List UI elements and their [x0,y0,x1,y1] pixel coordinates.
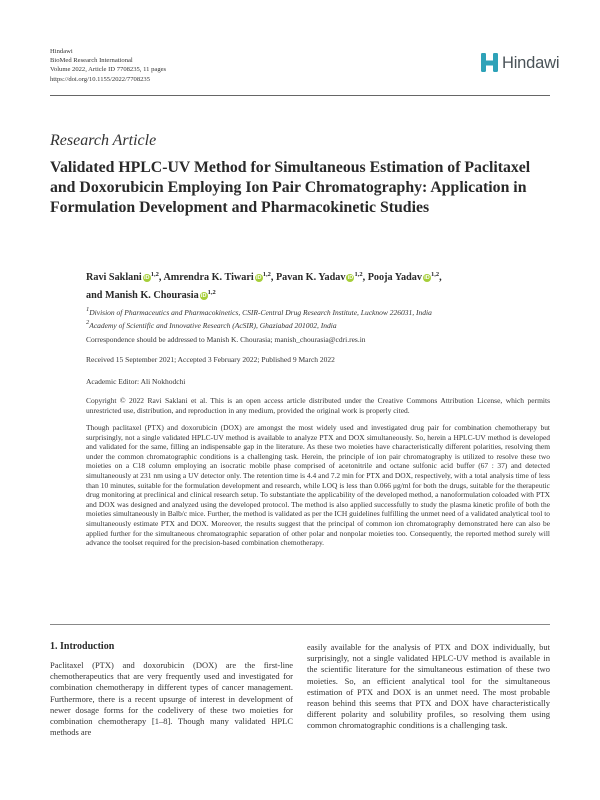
doi-link[interactable]: https://doi.org/10.1155/2022/7708235 [50,75,151,83]
orcid-icon[interactable]: iD [144,275,150,281]
author-item[interactable] [86,272,163,283]
publisher-name: Hindawi [50,48,73,55]
section-heading: 1. Introduction [50,641,115,652]
orcid-icon[interactable]: iD [424,275,430,281]
journal-meta [50,47,166,84]
author-separator: , [439,272,442,283]
orcid-icon[interactable]: iD [347,275,354,281]
article-title: Validated HPLC-UV Method for Simultaneous Estimation of Paclitaxel and Doxorubicin Employing Ion Pair Chromatography: Application in Formulation Development and Pharmacokinetic Studies [50,159,531,216]
volume-line: Volume 2022, Article ID 7708235, 11 pages [50,66,167,74]
author-item[interactable] [276,272,368,283]
author-item[interactable] [163,272,276,283]
affiliation-number: 1 [86,306,90,313]
author-affiliation-ref: 1,2 [207,288,216,296]
body-column-left: Paclitaxel (PTX) and doxorubicin (DOX) are the first-line chemotherapeutics that are very frequently used and investigated for combination chemotherapy in different types of cancer management. Furthermore, there is a recent upsurge of interest in development of newer dosage forms for the codelivery of these two moieties for combination chemotherapy [1–8]. Though many validated HPLC methods are [50,660,293,738]
affiliations [86,305,546,331]
author-affiliation-ref: 1,2 [430,271,440,278]
author-name: Ravi Saklani [86,272,142,283]
author-name: Pavan K. Yadav [275,272,346,283]
affiliation-text: Division of Pharmaceutics and Pharmacokinetics, CSIR-Central Drug Research Institute, Lucknow 226031, India [89,308,432,317]
orcid-icon[interactable]: iD [200,292,207,299]
hindawi-logo-icon [480,52,500,74]
author-item[interactable] [86,290,216,301]
author-separator: , [270,272,276,283]
author-separator: , [158,272,164,283]
body-column-right: easily available for the analysis of PTX and DOX individually, but surprisingly, not a single validated HPLC-UV method is available in the scientific literature for the simultaneous estimation of these two moieties. So, an efficient analytical tool for the simultaneous estimation of PTX and DOX is an unmet need. The most probable reason behind this seems that PTX and DOX have characteristically different polarity and solubility profiles, so resolving them using common chromatographic conditions is a challenging task. [307,642,550,731]
author-item[interactable] [368,272,442,283]
correspondence: Correspondence should be addressed to Manish K. Chourasia; manish_chourasia@cdri.res.in [86,335,366,344]
header-rule [50,95,550,96]
author-name: and Manish K. Chourasia [86,289,199,301]
journal-name: BioMed Research International [50,57,133,65]
article-type: Research Article [50,132,157,149]
abstract: Though paclitaxel (PTX) and doxorubicin (DOX) are amongst the most widely used and investigated drug pair for combination chemotherapy but surprisingly, not a single validated HPLC-UV method is available to analyze PTX and DOX simultaneously. So, herein a HPLC-UV method is developed and validated for the same, filling an indispensable gap in the literature. As these two moieties have characteristically different polarities, resolving them under the common chromatographic conditions is a challenging task. Herein, the principle of ion pair chromatography is utilized to resolve these two moieties on a C18 column employing an isocratic mobile phase comprised of acetonitrile and octane sulfonic acid buffer (67 : 37) and detected simultaneously at 231 nm using a UV detector only. The retention time is 4.4 and 7.2 min for PTX and DOX, respectively, with a total analysis time of less than 10 minutes, suitable for the formulation development and research, while LOQ is less than 0.066 μg/ml for both the drugs, suitable for the therapeutic drug monitoring at preclinical and clinical research setup. To substantiate the applicability of the developed method, a nanoformulation coloaded with PTX and DOX was designed and analyzed using the developed protocol. The method is also applied successfully to study the plasma kinetic profile of both the moieties simultaneously in Balb/c mice. Further, the method is validated as per the ICH guidelines fulfilling the unmet need of a validated analytical tool to simultaneously estimate PTX and DOX. Moreover, the results suggest that the principal of common ion chromatography demonstrated here can also be applied further for the simultaneous chromatographic separation of other polar and nonpolar moieties too. Consequently, the reported method surely will advance the toolset required for the precision-based combination chemotherapy. [86,423,550,548]
publication-dates: Received 15 September 2021; Accepted 3 February 2022; Published 9 March 2022 [86,355,335,364]
author-separator: , [362,272,368,283]
hindawi-logo [480,52,558,78]
affiliation-item [86,305,546,318]
affiliation-item [86,318,546,331]
author-list [86,268,546,304]
section-rule [50,624,550,625]
logo-wordmark: Hindawi [502,54,560,72]
author-affiliation-ref: 1,2 [354,271,363,278]
author-affiliation-ref: 1,2 [262,271,271,278]
author-name: Amrendra K. Tiwari [163,272,254,283]
author-affiliation-ref: 1,2 [150,271,159,278]
affiliation-text: Academy of Scientific and Innovative Research (AcSIR), Ghaziabad 201002, India [89,321,337,330]
academic-editor: Academic Editor: Ali Nokhodchi [86,377,186,386]
copyright-notice: Copyright © 2022 Ravi Saklani et al. This is an open access article distributed under the Creative Commons Attribution License, which permits unrestricted use, distribution, and reproduction in any medium, provided the original work is properly cited. [86,396,550,415]
orcid-icon[interactable]: iD [255,275,262,281]
author-name: Pooja Yadav [367,272,422,283]
affiliation-number: 2 [86,319,90,326]
